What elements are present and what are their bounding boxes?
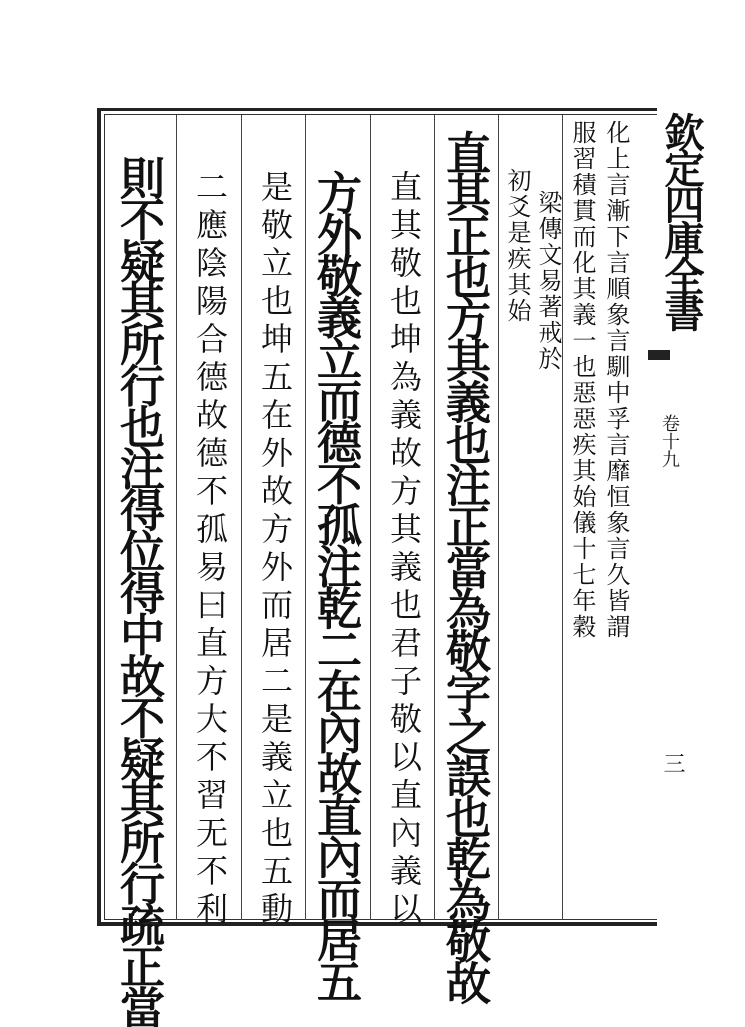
text-column-10: 則不疑其所行也注得位得中故不疑其所行疏正當 (112, 155, 165, 1027)
column-rule (305, 115, 306, 920)
volume-label: 卷十九 (659, 414, 680, 468)
column-rule (498, 115, 499, 920)
page-number: 三 (660, 752, 685, 774)
fishtail-mark (648, 350, 670, 360)
column-rule (241, 115, 242, 920)
text-column-4: 初爻是疾其始 (503, 168, 531, 324)
text-column-6: 直其敬也坤為義故方其義也君子敬以直內義以 (385, 170, 423, 930)
text-column-5: 直其正也方其義也注正當為敬字之誤也乾為敬故 (438, 130, 491, 1002)
column-rule (176, 115, 177, 920)
text-column-1: 化上言漸下言順象言馴中孚言靡恒象言久皆謂 (602, 120, 630, 640)
column-rule (434, 115, 435, 920)
text-column-9: 二應陰陽合德故德不孤易曰直方大不習无不利 (191, 170, 229, 930)
book-title: 欽定四庫全書 (658, 112, 705, 328)
text-column-7: 方外敬義立而德不孤注乾二在內故直內而居五 (309, 170, 362, 1000)
column-rule (370, 115, 371, 920)
column-rule (562, 115, 563, 920)
text-column-8: 是敬立也坤五在外故方外而居二是義立也五動 (256, 170, 294, 930)
text-column-3: 梁傳文易著戒於 (534, 190, 562, 372)
text-column-2: 服習積貫而化其義一也惡惡疾其始儀十七年穀 (568, 120, 596, 640)
